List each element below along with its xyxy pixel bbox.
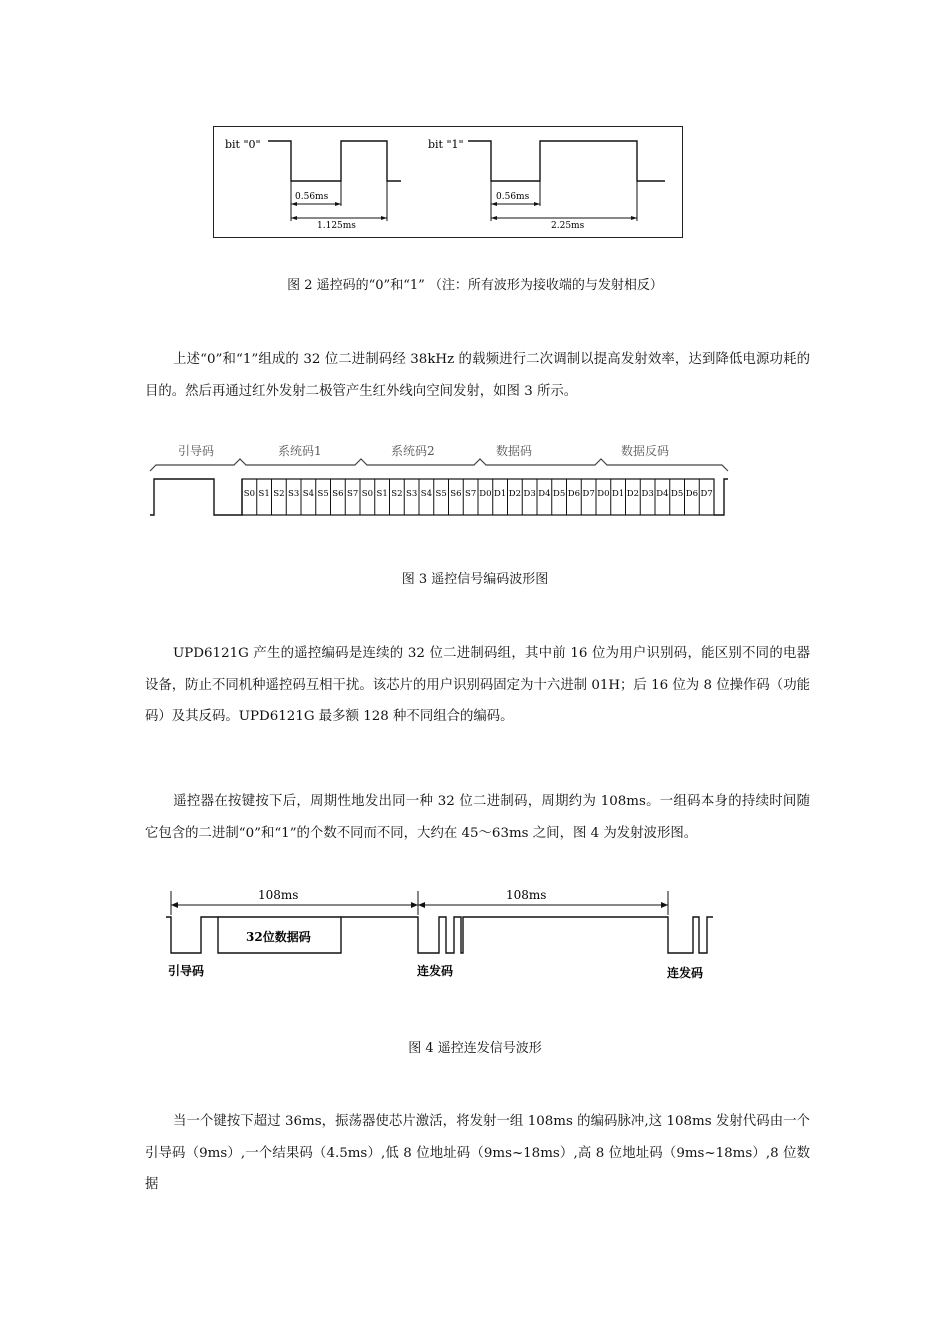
data-box-label: 32位数据码 [246,930,311,944]
bit-cell-label: D4 [538,489,551,499]
bit-cell-label: S7 [465,489,477,499]
bit-cell-label: D4 [656,489,669,499]
bit-cell-label: S3 [406,489,418,499]
period-2-label: 108ms [506,888,547,902]
bit-cell-label: S2 [273,489,285,499]
bit-cell-label: S1 [376,489,388,499]
figure-2-bit-waveforms [213,126,683,238]
bit-cell-label: D5 [671,489,684,499]
bit-cell-label: S5 [317,489,329,499]
bit-cell-label: D5 [553,489,566,499]
bit-cell-label: D1 [612,489,625,499]
bit0-pulse-width: 0.56ms [295,192,329,202]
paragraph-2: UPD6121G 产生的遥控编码是连续的 32 位二进制码组，其中前 16 位为用户识别码，能区别不同的电器设备，防止不同机种遥控码互相干扰。该芯片的用户识别码固定为十六进制 01H；后 16 位为 8 位操作码（功能码）及其反码。UPD6121G 最多额 128 种不同组合的编码。 [145,646,810,725]
bit-cell-label: D0 [597,489,610,499]
bit-cell-label: D6 [685,489,698,499]
bit-cell-label: D0 [479,489,492,499]
figure-3-encoding-waveform [148,437,733,519]
group-label: 引导码 [178,444,215,458]
figure-4-caption: 图 4 遥控连发信号波形 [408,1041,542,1056]
bit-cell-label: S5 [435,489,447,499]
bit-cell-label: S6 [450,489,462,499]
paragraph-1: 上述“0”和“1”组成的 32 位二进制码经 38kHz 的载频进行二次调制以提高发射效率，达到降低电源功耗的目的。然后再通过红外发射二极管产生红外线向空间发射，如图 3 所示。 [145,352,810,399]
repeat-code-label-1: 连发码 [417,964,454,978]
paragraph-4: 当一个键按下超过 36ms，振荡器使芯片激活，将发射一组 108ms 的编码脉冲,这 108ms 发射代码由一个引导码（9ms）,一个结果码（4.5ms）,低 8 位地址码（9ms~18ms）,高 8 位地址码（9ms~18ms）,8 位数据 [145,1114,810,1193]
bit-cell-label: S2 [391,489,403,499]
bit-cell-label: D7 [582,489,595,499]
bit0-label: bit "0" [225,138,261,151]
bit-cell-label: S6 [332,489,344,499]
figure-3-caption: 图 3 遥控信号编码波形图 [401,572,549,587]
group-label: 系统码2 [391,444,435,458]
bit-cell-label: S1 [258,489,270,499]
bit-cell-label: D7 [700,489,713,499]
bit-cell-label: S7 [347,489,359,499]
bit-cell-label: D2 [626,489,639,499]
bit-cell-label: D1 [494,489,507,499]
lead-pulse [150,479,242,515]
bit1-pulse-width: 0.56ms [496,192,530,202]
bit-cell-label: S0 [243,489,255,499]
paragraph-3: 遥控器在按键按下后，周期性地发出同一种 32 位二进制码，周期约为 108ms。一组码本身的持续时间随它包含的二进制“0”和“1”的个数不同而不同，大约在 45～63ms 之间，图 4 为发射波形图。 [145,794,810,841]
bit0-period: 1.125ms [317,221,356,231]
bit-cell-label: D3 [523,489,536,499]
group-brace [150,459,728,471]
bit-cell-label: S4 [420,489,432,499]
bit-cell-label: S0 [361,489,373,499]
group-label: 数据码 [496,444,533,458]
bit-cell-label: S3 [288,489,300,499]
period-1-label: 108ms [258,888,299,902]
bit-cell-label: D2 [508,489,521,499]
bit-cell-label: D3 [641,489,654,499]
bit-cell-label: D6 [567,489,580,499]
lead-code-label: 引导码 [168,964,205,978]
bit1-period: 2.25ms [551,221,585,231]
bit-cell-label: S4 [302,489,314,499]
figure-2-caption: 图 2 遥控码的“0”和“1” （注：所有波形为接收端的与发射相反） [287,278,663,293]
repeat-code-label-2: 连发码 [667,966,704,980]
figure-4-repeat-waveform [163,885,723,985]
bit1-label: bit "1" [428,138,464,151]
group-label: 系统码1 [278,444,322,458]
group-label: 数据反码 [621,444,670,458]
